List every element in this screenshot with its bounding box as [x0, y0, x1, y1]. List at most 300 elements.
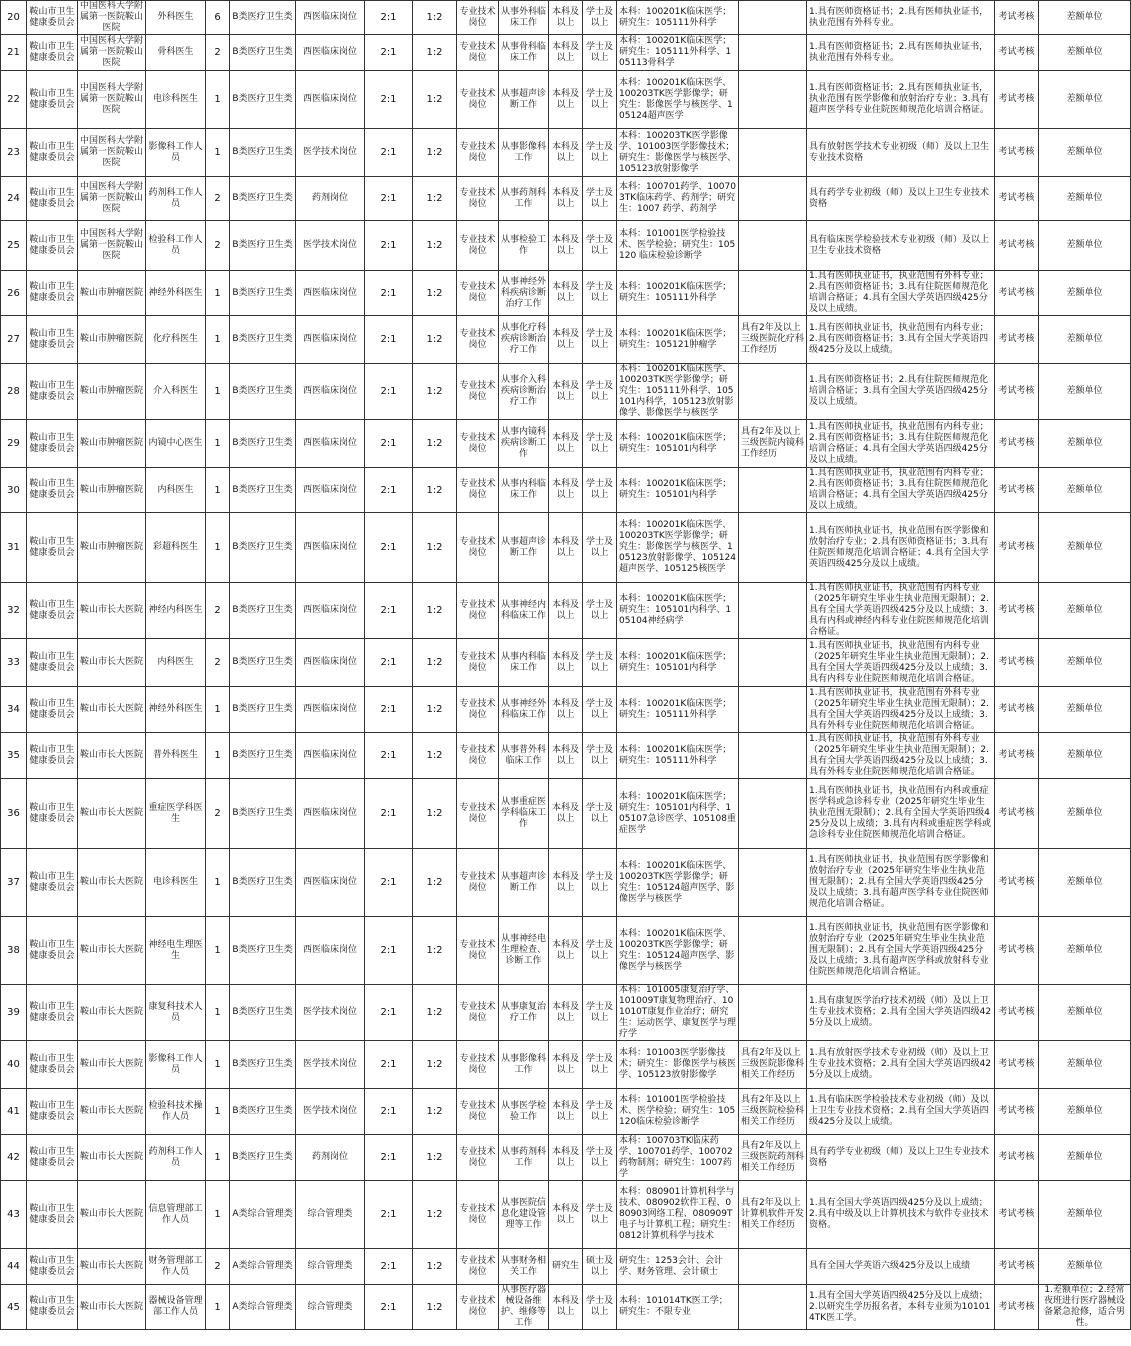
cell-count: 1	[206, 316, 230, 364]
cell-cat: B类医疗卫生类	[230, 733, 296, 779]
cell-post: 内科医生	[146, 639, 206, 687]
cell-req: 1.具有临床医学检验技术专业初级（师）及以上卫生专业技术资格；2.具有全国大学英语四级425分及以上成绩。	[807, 1089, 995, 1135]
cell-post: 神经内科医生	[146, 583, 206, 639]
cell-nature: 专业技术岗位	[457, 468, 499, 513]
cell-edu: 本科及以上	[549, 420, 583, 468]
cell-major: 本科：100201K临床医学；研究生：105101内科学、105107急诊医学、105108重症医学	[617, 779, 739, 849]
cell-duty: 从事医学检验工作	[499, 1089, 549, 1135]
cell-type: 综合管理类	[296, 1181, 365, 1249]
cell-ratio2: 1:2	[413, 129, 457, 177]
cell-cat: B类医疗卫生类	[230, 513, 296, 583]
cell-exp	[739, 271, 807, 316]
cell-cat: B类医疗卫生类	[230, 364, 296, 420]
cell-degree: 学士及以上	[583, 271, 617, 316]
cell-count: 2	[206, 221, 230, 271]
cell-fund: 差额单位	[1039, 271, 1131, 316]
cell-edu: 本科及以上	[549, 1135, 583, 1181]
cell-method: 考试考核	[995, 1181, 1039, 1249]
cell-req: 1.具有医师执业证书，执业范围有内科专业；2.具有医师资格证书；3.具有全国大学英语四级425分及以上成绩。	[807, 316, 995, 364]
cell-post: 检验科工作人员	[146, 221, 206, 271]
cell-exp	[739, 35, 807, 71]
cell-cat: B类医疗卫生类	[230, 639, 296, 687]
cell-unit: 中国医科大学附属第一医院鞍山医院	[78, 71, 146, 129]
cell-no: 22	[1, 71, 27, 129]
cell-method: 考试考核	[995, 364, 1039, 420]
cell-unit: 鞍山市肿瘤医院	[78, 468, 146, 513]
cell-post: 彩超科医生	[146, 513, 206, 583]
cell-fund: 差额单位	[1039, 1089, 1131, 1135]
cell-method: 考试考核	[995, 1249, 1039, 1285]
cell-count: 2	[206, 177, 230, 221]
cell-duty: 从事介入科疾病诊断治疗工作	[499, 364, 549, 420]
cell-edu: 本科及以上	[549, 129, 583, 177]
cell-nature: 专业技术岗位	[457, 129, 499, 177]
cell-nature: 专业技术岗位	[457, 733, 499, 779]
cell-unit: 鞍山市肿瘤医院	[78, 364, 146, 420]
cell-post: 内科医生	[146, 468, 206, 513]
cell-unit: 鞍山市长大医院	[78, 733, 146, 779]
cell-dept: 鞍山市卫生健康委员会	[27, 1249, 78, 1285]
cell-unit: 鞍山市长大医院	[78, 985, 146, 1041]
cell-req: 具有临床医学检验技术专业初级（师）及以上卫生专业技术资格	[807, 221, 995, 271]
cell-degree: 学士及以上	[583, 129, 617, 177]
cell-edu: 本科及以上	[549, 917, 583, 985]
cell-dept: 鞍山市卫生健康委员会	[27, 1135, 78, 1181]
cell-method: 考试考核	[995, 639, 1039, 687]
table-row	[1, 733, 1131, 779]
cell-dept: 鞍山市卫生健康委员会	[27, 271, 78, 316]
cell-edu: 本科及以上	[549, 1041, 583, 1089]
cell-unit: 鞍山市长大医院	[78, 849, 146, 917]
cell-type: 医学技术岗位	[296, 1089, 365, 1135]
cell-edu: 本科及以上	[549, 1089, 583, 1135]
cell-no: 41	[1, 1089, 27, 1135]
cell-exp	[739, 1285, 807, 1330]
cell-type: 医学技术岗位	[296, 129, 365, 177]
cell-ratio1: 2:1	[365, 1089, 413, 1135]
cell-dept: 鞍山市卫生健康委员会	[27, 177, 78, 221]
cell-ratio2: 1:2	[413, 1, 457, 35]
cell-count: 1	[206, 849, 230, 917]
cell-exp	[739, 129, 807, 177]
table-row	[1, 364, 1131, 420]
cell-exp: 具有2年及以上计算机软件开发相关工作经历	[739, 1181, 807, 1249]
cell-ratio2: 1:2	[413, 779, 457, 849]
table-row	[1, 1, 1131, 35]
cell-post: 化疗科医生	[146, 316, 206, 364]
cell-type: 西医临床岗位	[296, 687, 365, 733]
cell-req: 1.具有医师执业证书，执业范围有外科专业；2.具有医师资格证书；3.具有住院医师规范化培训合格证；4.具有全国大学英语四级425分及以上成绩。	[807, 271, 995, 316]
cell-degree: 学士及以上	[583, 687, 617, 733]
cell-type: 西医临床岗位	[296, 733, 365, 779]
cell-type: 西医临床岗位	[296, 35, 365, 71]
cell-unit: 鞍山市肿瘤医院	[78, 316, 146, 364]
cell-no: 42	[1, 1135, 27, 1181]
cell-dept: 鞍山市卫生健康委员会	[27, 779, 78, 849]
cell-ratio2: 1:2	[413, 71, 457, 129]
cell-ratio1: 2:1	[365, 71, 413, 129]
cell-major: 本科：101003医学影像技术；研究生：影像医学与核医学、105123放射影像学	[617, 1041, 739, 1089]
cell-req: 1.具有医师执业证书，执业范围有内科专业（2025年研究生毕业生执业范围无限制）；2.具有全国大学英语四级425分及以上成绩；3.具有内科或神经内科专业住院医师规范化培训合格证。	[807, 583, 995, 639]
table-row	[1, 849, 1131, 917]
cell-cat: B类医疗卫生类	[230, 583, 296, 639]
cell-count: 2	[206, 639, 230, 687]
cell-exp	[739, 513, 807, 583]
cell-ratio2: 1:2	[413, 1089, 457, 1135]
cell-fund: 差额单位	[1039, 420, 1131, 468]
cell-method: 考试考核	[995, 917, 1039, 985]
cell-edu: 本科及以上	[549, 35, 583, 71]
cell-method: 考试考核	[995, 1135, 1039, 1181]
cell-count: 1	[206, 420, 230, 468]
cell-method: 考试考核	[995, 35, 1039, 71]
cell-major: 本科：100201K临床医学、100203TK医学影像学；研究生：影像医学与核医学、105123放射影像学、105124超声医学、105125核医学	[617, 513, 739, 583]
cell-req: 1.具有医师执业证书，执业范围有外科专业（2025年研究生毕业生执业范围无限制）；2.具有全国大学英语四级425分及以上成绩；3.具有外科专业住院医师规范化培训合格证。	[807, 733, 995, 779]
cell-degree: 学士及以上	[583, 1135, 617, 1181]
cell-duty: 从事内科临床工作	[499, 639, 549, 687]
cell-exp	[739, 221, 807, 271]
cell-cat: B类医疗卫生类	[230, 1135, 296, 1181]
cell-major: 本科：101014TK医工学；研究生：不限专业	[617, 1285, 739, 1330]
cell-dept: 鞍山市卫生健康委员会	[27, 583, 78, 639]
cell-ratio1: 2:1	[365, 583, 413, 639]
cell-duty: 从事外科临床工作	[499, 1, 549, 35]
cell-cat: B类医疗卫生类	[230, 1, 296, 35]
cell-degree: 学士及以上	[583, 364, 617, 420]
cell-post: 神经外科医生	[146, 687, 206, 733]
cell-no: 45	[1, 1285, 27, 1330]
cell-post: 影像科工作人员	[146, 129, 206, 177]
cell-nature: 专业技术岗位	[457, 1285, 499, 1330]
cell-major: 本科：100201K临床医学；研究生：105111外科学	[617, 1, 739, 35]
cell-ratio1: 2:1	[365, 177, 413, 221]
cell-dept: 鞍山市卫生健康委员会	[27, 71, 78, 129]
cell-edu: 本科及以上	[549, 583, 583, 639]
cell-major: 本科：100203TK医学影像学、101003医学影像技术；研究生：影像医学与核医学、105123放射影像学	[617, 129, 739, 177]
cell-cat: B类医疗卫生类	[230, 129, 296, 177]
cell-degree: 学士及以上	[583, 221, 617, 271]
cell-method: 考试考核	[995, 1089, 1039, 1135]
cell-exp	[739, 1249, 807, 1285]
cell-duty: 从事内科临床工作	[499, 468, 549, 513]
cell-nature: 专业技术岗位	[457, 1041, 499, 1089]
cell-count: 2	[206, 35, 230, 71]
cell-ratio1: 2:1	[365, 687, 413, 733]
cell-degree: 学士及以上	[583, 468, 617, 513]
cell-count: 2	[206, 583, 230, 639]
cell-ratio2: 1:2	[413, 1249, 457, 1285]
cell-no: 26	[1, 271, 27, 316]
cell-nature: 专业技术岗位	[457, 583, 499, 639]
cell-exp	[739, 468, 807, 513]
cell-unit: 中国医科大学附属第一医院鞍山医院	[78, 1, 146, 35]
cell-type: 西医临床岗位	[296, 1, 365, 35]
cell-degree: 学士及以上	[583, 420, 617, 468]
cell-req: 1.具有医师执业证书，执业范围有医学影像和放射治疗专业（2025年研究生毕业生执业范围无限制）；2.具有全国大学英语四级425分及以上成绩；3.具有超声医学科专业住院医师规范化培训合格证。	[807, 849, 995, 917]
cell-type: 综合管理类	[296, 1285, 365, 1330]
cell-fund: 1.差额单位；2.经常夜班进行医疗器械设备紧急抢修，适合男性。	[1039, 1285, 1131, 1330]
cell-dept: 鞍山市卫生健康委员会	[27, 468, 78, 513]
cell-req: 具有药学专业初级（师）及以上卫生专业技术资格	[807, 177, 995, 221]
cell-duty: 从事神经外科疾病诊断治疗工作	[499, 271, 549, 316]
cell-ratio1: 2:1	[365, 221, 413, 271]
cell-nature: 专业技术岗位	[457, 779, 499, 849]
cell-fund: 差额单位	[1039, 513, 1131, 583]
cell-method: 考试考核	[995, 468, 1039, 513]
cell-fund: 差额单位	[1039, 779, 1131, 849]
cell-ratio2: 1:2	[413, 177, 457, 221]
cell-duty: 从事影像科工作	[499, 129, 549, 177]
cell-exp: 具有2年及以上三级医院药剂科相关工作经历	[739, 1135, 807, 1181]
cell-method: 考试考核	[995, 71, 1039, 129]
cell-method: 考试考核	[995, 849, 1039, 917]
cell-ratio2: 1:2	[413, 1041, 457, 1089]
cell-edu: 本科及以上	[549, 985, 583, 1041]
cell-dept: 鞍山市卫生健康委员会	[27, 35, 78, 71]
cell-nature: 专业技术岗位	[457, 1249, 499, 1285]
cell-ratio1: 2:1	[365, 639, 413, 687]
cell-post: 影像科工作人员	[146, 1041, 206, 1089]
cell-ratio2: 1:2	[413, 849, 457, 917]
table-row	[1, 513, 1131, 583]
cell-nature: 专业技术岗位	[457, 420, 499, 468]
table-row	[1, 917, 1131, 985]
cell-ratio2: 1:2	[413, 687, 457, 733]
cell-exp	[739, 639, 807, 687]
cell-no: 40	[1, 1041, 27, 1089]
cell-nature: 专业技术岗位	[457, 221, 499, 271]
cell-exp	[739, 364, 807, 420]
cell-nature: 专业技术岗位	[457, 1089, 499, 1135]
cell-ratio1: 2:1	[365, 1249, 413, 1285]
cell-nature: 专业技术岗位	[457, 1135, 499, 1181]
cell-edu: 本科及以上	[549, 1285, 583, 1330]
cell-cat: B类医疗卫生类	[230, 1041, 296, 1089]
cell-edu: 本科及以上	[549, 221, 583, 271]
cell-ratio1: 2:1	[365, 513, 413, 583]
cell-type: 西医临床岗位	[296, 364, 365, 420]
cell-edu: 本科及以上	[549, 364, 583, 420]
cell-fund: 差额单位	[1039, 221, 1131, 271]
cell-major: 本科：100201K临床医学；研究生：105101内科学	[617, 420, 739, 468]
cell-ratio2: 1:2	[413, 221, 457, 271]
cell-duty: 从事影像科工作	[499, 1041, 549, 1089]
cell-ratio2: 1:2	[413, 316, 457, 364]
cell-req: 1.具有全国大学英语四级425分及以上成绩；2.以研究生学历报名者，本科专业须为101014TK医工学。	[807, 1285, 995, 1330]
cell-unit: 鞍山市长大医院	[78, 1041, 146, 1089]
cell-dept: 鞍山市卫生健康委员会	[27, 129, 78, 177]
cell-cat: A类综合管理类	[230, 1249, 296, 1285]
cell-no: 32	[1, 583, 27, 639]
cell-no: 23	[1, 129, 27, 177]
cell-major: 本科：101001医学检验技术、医学检验；研究生：105120临床检验诊断学	[617, 1089, 739, 1135]
cell-cat: B类医疗卫生类	[230, 177, 296, 221]
cell-dept: 鞍山市卫生健康委员会	[27, 849, 78, 917]
table-row	[1, 1181, 1131, 1249]
cell-cat: A类综合管理类	[230, 1285, 296, 1330]
cell-nature: 专业技术岗位	[457, 985, 499, 1041]
cell-ratio2: 1:2	[413, 271, 457, 316]
cell-fund: 差额单位	[1039, 177, 1131, 221]
cell-post: 检验科技术操作人员	[146, 1089, 206, 1135]
cell-unit: 鞍山市长大医院	[78, 639, 146, 687]
cell-duty: 从事医院信息化建设管理等工作	[499, 1181, 549, 1249]
cell-req: 1.具有放射医学技术专业初级（师）及以上卫生专业技术资格；2.具有全国大学英语四级425分及以上成绩。	[807, 1041, 995, 1089]
cell-no: 28	[1, 364, 27, 420]
cell-dept: 鞍山市卫生健康委员会	[27, 1285, 78, 1330]
cell-req: 具有全国大学英语六级425分及以上成绩	[807, 1249, 995, 1285]
cell-method: 考试考核	[995, 420, 1039, 468]
cell-type: 西医临床岗位	[296, 639, 365, 687]
cell-exp	[739, 583, 807, 639]
cell-duty: 从事普外科临床工作	[499, 733, 549, 779]
cell-count: 1	[206, 71, 230, 129]
cell-no: 30	[1, 468, 27, 513]
cell-type: 药剂岗位	[296, 1135, 365, 1181]
cell-major: 本科：100701药学、100703TK临床药学、药剂学；研究生：1007 药学、药剂学	[617, 177, 739, 221]
cell-major: 本科：100201K临床医学；研究生：105101内科学	[617, 639, 739, 687]
cell-count: 1	[206, 1181, 230, 1249]
cell-unit: 中国医科大学附属第一医院鞍山医院	[78, 129, 146, 177]
cell-count: 1	[206, 1135, 230, 1181]
cell-edu: 研究生	[549, 1249, 583, 1285]
cell-no: 20	[1, 1, 27, 35]
table-row	[1, 221, 1131, 271]
cell-req: 1.具有医师执业证书，执业范围有内科或重症医学科或急诊科专业（2025年研究生毕业生执业范围无限制）；2.具有全国大学英语四级425分及以上成绩；3.具有内科或重症医学科或急诊科专业住院医师规范化培训合格证。	[807, 779, 995, 849]
cell-no: 37	[1, 849, 27, 917]
cell-exp	[739, 687, 807, 733]
cell-post: 外科医生	[146, 1, 206, 35]
cell-req: 1.具有医师资格证书；2.具有住院医师规范化培训合格证；3.具有全国大学英语四级425分及以上成绩。	[807, 364, 995, 420]
cell-post: 神经外科医生	[146, 271, 206, 316]
cell-dept: 鞍山市卫生健康委员会	[27, 1089, 78, 1135]
cell-edu: 本科及以上	[549, 271, 583, 316]
cell-edu: 本科及以上	[549, 779, 583, 849]
cell-type: 西医临床岗位	[296, 71, 365, 129]
cell-ratio1: 2:1	[365, 849, 413, 917]
cell-fund: 差额单位	[1039, 364, 1131, 420]
cell-exp: 具有2年及以上三级医院检验科相关工作经历	[739, 1089, 807, 1135]
cell-degree: 学士及以上	[583, 1041, 617, 1089]
cell-major: 本科：100201K临床医学；研究生：105111外科学	[617, 687, 739, 733]
cell-post: 介入科医生	[146, 364, 206, 420]
cell-unit: 鞍山市长大医院	[78, 917, 146, 985]
cell-duty: 从事内镜科疾病诊断工作	[499, 420, 549, 468]
cell-major: 本科：100201K临床医学；研究生：105111外科学、105113骨科学	[617, 35, 739, 71]
cell-unit: 鞍山市长大医院	[78, 1249, 146, 1285]
cell-ratio1: 2:1	[365, 1181, 413, 1249]
cell-fund: 差额单位	[1039, 687, 1131, 733]
cell-type: 西医临床岗位	[296, 468, 365, 513]
table-row	[1, 468, 1131, 513]
cell-count: 1	[206, 917, 230, 985]
cell-ratio1: 2:1	[365, 420, 413, 468]
cell-post: 内镜中心医生	[146, 420, 206, 468]
cell-cat: B类医疗卫生类	[230, 71, 296, 129]
cell-major: 本科：101005康复治疗学、101009T康复物理治疗、101010T康复作业治疗；研究生：运动医学、康复医学与理疗学	[617, 985, 739, 1041]
cell-ratio1: 2:1	[365, 1135, 413, 1181]
cell-edu: 本科及以上	[549, 1, 583, 35]
cell-degree: 学士及以上	[583, 1089, 617, 1135]
cell-duty: 从事重症医学科临床工作	[499, 779, 549, 849]
cell-ratio2: 1:2	[413, 1285, 457, 1330]
cell-nature: 专业技术岗位	[457, 271, 499, 316]
cell-count: 1	[206, 129, 230, 177]
cell-type: 综合管理类	[296, 1249, 365, 1285]
cell-cat: B类医疗卫生类	[230, 687, 296, 733]
cell-type: 西医临床岗位	[296, 779, 365, 849]
cell-unit: 鞍山市长大医院	[78, 1285, 146, 1330]
cell-ratio1: 2:1	[365, 779, 413, 849]
cell-cat: B类医疗卫生类	[230, 420, 296, 468]
cell-req: 1.具有医师执业证书，执业范围有外科专业（2025年研究生毕业生执业范围无限制）；2.具有全国大学英语四级425分及以上成绩；3.具有外科专业住院医师规范化培训合格证。	[807, 687, 995, 733]
cell-nature: 专业技术岗位	[457, 639, 499, 687]
table-row	[1, 985, 1131, 1041]
cell-method: 考试考核	[995, 271, 1039, 316]
cell-no: 31	[1, 513, 27, 583]
table-row	[1, 71, 1131, 129]
cell-ratio1: 2:1	[365, 733, 413, 779]
cell-degree: 学士及以上	[583, 917, 617, 985]
cell-no: 34	[1, 687, 27, 733]
cell-ratio1: 2:1	[365, 271, 413, 316]
cell-count: 1	[206, 1089, 230, 1135]
cell-major: 本科：100201K临床医学；研究生：105111外科学	[617, 733, 739, 779]
cell-ratio2: 1:2	[413, 583, 457, 639]
cell-edu: 本科及以上	[549, 1181, 583, 1249]
cell-exp	[739, 1, 807, 35]
cell-type: 西医临床岗位	[296, 583, 365, 639]
table-row	[1, 1285, 1131, 1330]
cell-major: 本科：100201K临床医学；研究生：105101内科学	[617, 468, 739, 513]
cell-exp: 具有2年及以上三级医院化疗科工作经历	[739, 316, 807, 364]
cell-duty: 从事神经外科临床工作	[499, 687, 549, 733]
cell-major: 本科：100703TK临床药学、100701药学、100702药物制剂；研究生：1007药学	[617, 1135, 739, 1181]
cell-nature: 专业技术岗位	[457, 687, 499, 733]
cell-method: 考试考核	[995, 1041, 1039, 1089]
cell-dept: 鞍山市卫生健康委员会	[27, 639, 78, 687]
cell-major: 本科：100201K临床医学、100203TK医学影像学；研究生：影像医学与核医学、105124超声医学	[617, 71, 739, 129]
table-row	[1, 779, 1131, 849]
cell-method: 考试考核	[995, 1, 1039, 35]
cell-major: 本科：100201K临床医学、100203TK医学影像学；研究生：105124超声医学、影像医学与核医学	[617, 917, 739, 985]
cell-degree: 学士及以上	[583, 513, 617, 583]
cell-unit: 鞍山市肿瘤医院	[78, 513, 146, 583]
cell-edu: 本科及以上	[549, 71, 583, 129]
cell-unit: 中国医科大学附属第一医院鞍山医院	[78, 35, 146, 71]
cell-fund: 差额单位	[1039, 1135, 1131, 1181]
cell-major: 本科：100201K临床医学、100203TK医学影像学；研究生：105111外科学、105101内科学，105123放射影像学、影像医学与核医学	[617, 364, 739, 420]
cell-no: 35	[1, 733, 27, 779]
cell-nature: 专业技术岗位	[457, 1181, 499, 1249]
cell-degree: 学士及以上	[583, 35, 617, 71]
cell-req: 具有药学专业初级（师）及以上卫生专业技术资格	[807, 1135, 995, 1181]
cell-unit: 鞍山市长大医院	[78, 583, 146, 639]
cell-edu: 本科及以上	[549, 849, 583, 917]
cell-no: 29	[1, 420, 27, 468]
cell-count: 1	[206, 271, 230, 316]
cell-cat: B类医疗卫生类	[230, 468, 296, 513]
cell-req: 1.具有医师执业证书，执业范围有内科专业（2025年研究生毕业生执业范围无限制）；2.具有全国大学英语四级425分及以上成绩；3.具有内科专业住院医师规范化培训合格证。	[807, 639, 995, 687]
cell-req: 1.具有全国大学英语四级425分及以上成绩；2.具有中级及以上计算机技术与软件专业技术资格。	[807, 1181, 995, 1249]
cell-fund: 差额单位	[1039, 71, 1131, 129]
cell-fund: 差额单位	[1039, 849, 1131, 917]
cell-fund: 差额单位	[1039, 468, 1131, 513]
cell-count: 1	[206, 364, 230, 420]
cell-count: 1	[206, 1285, 230, 1330]
cell-fund: 差额单位	[1039, 1041, 1131, 1089]
cell-method: 考试考核	[995, 583, 1039, 639]
